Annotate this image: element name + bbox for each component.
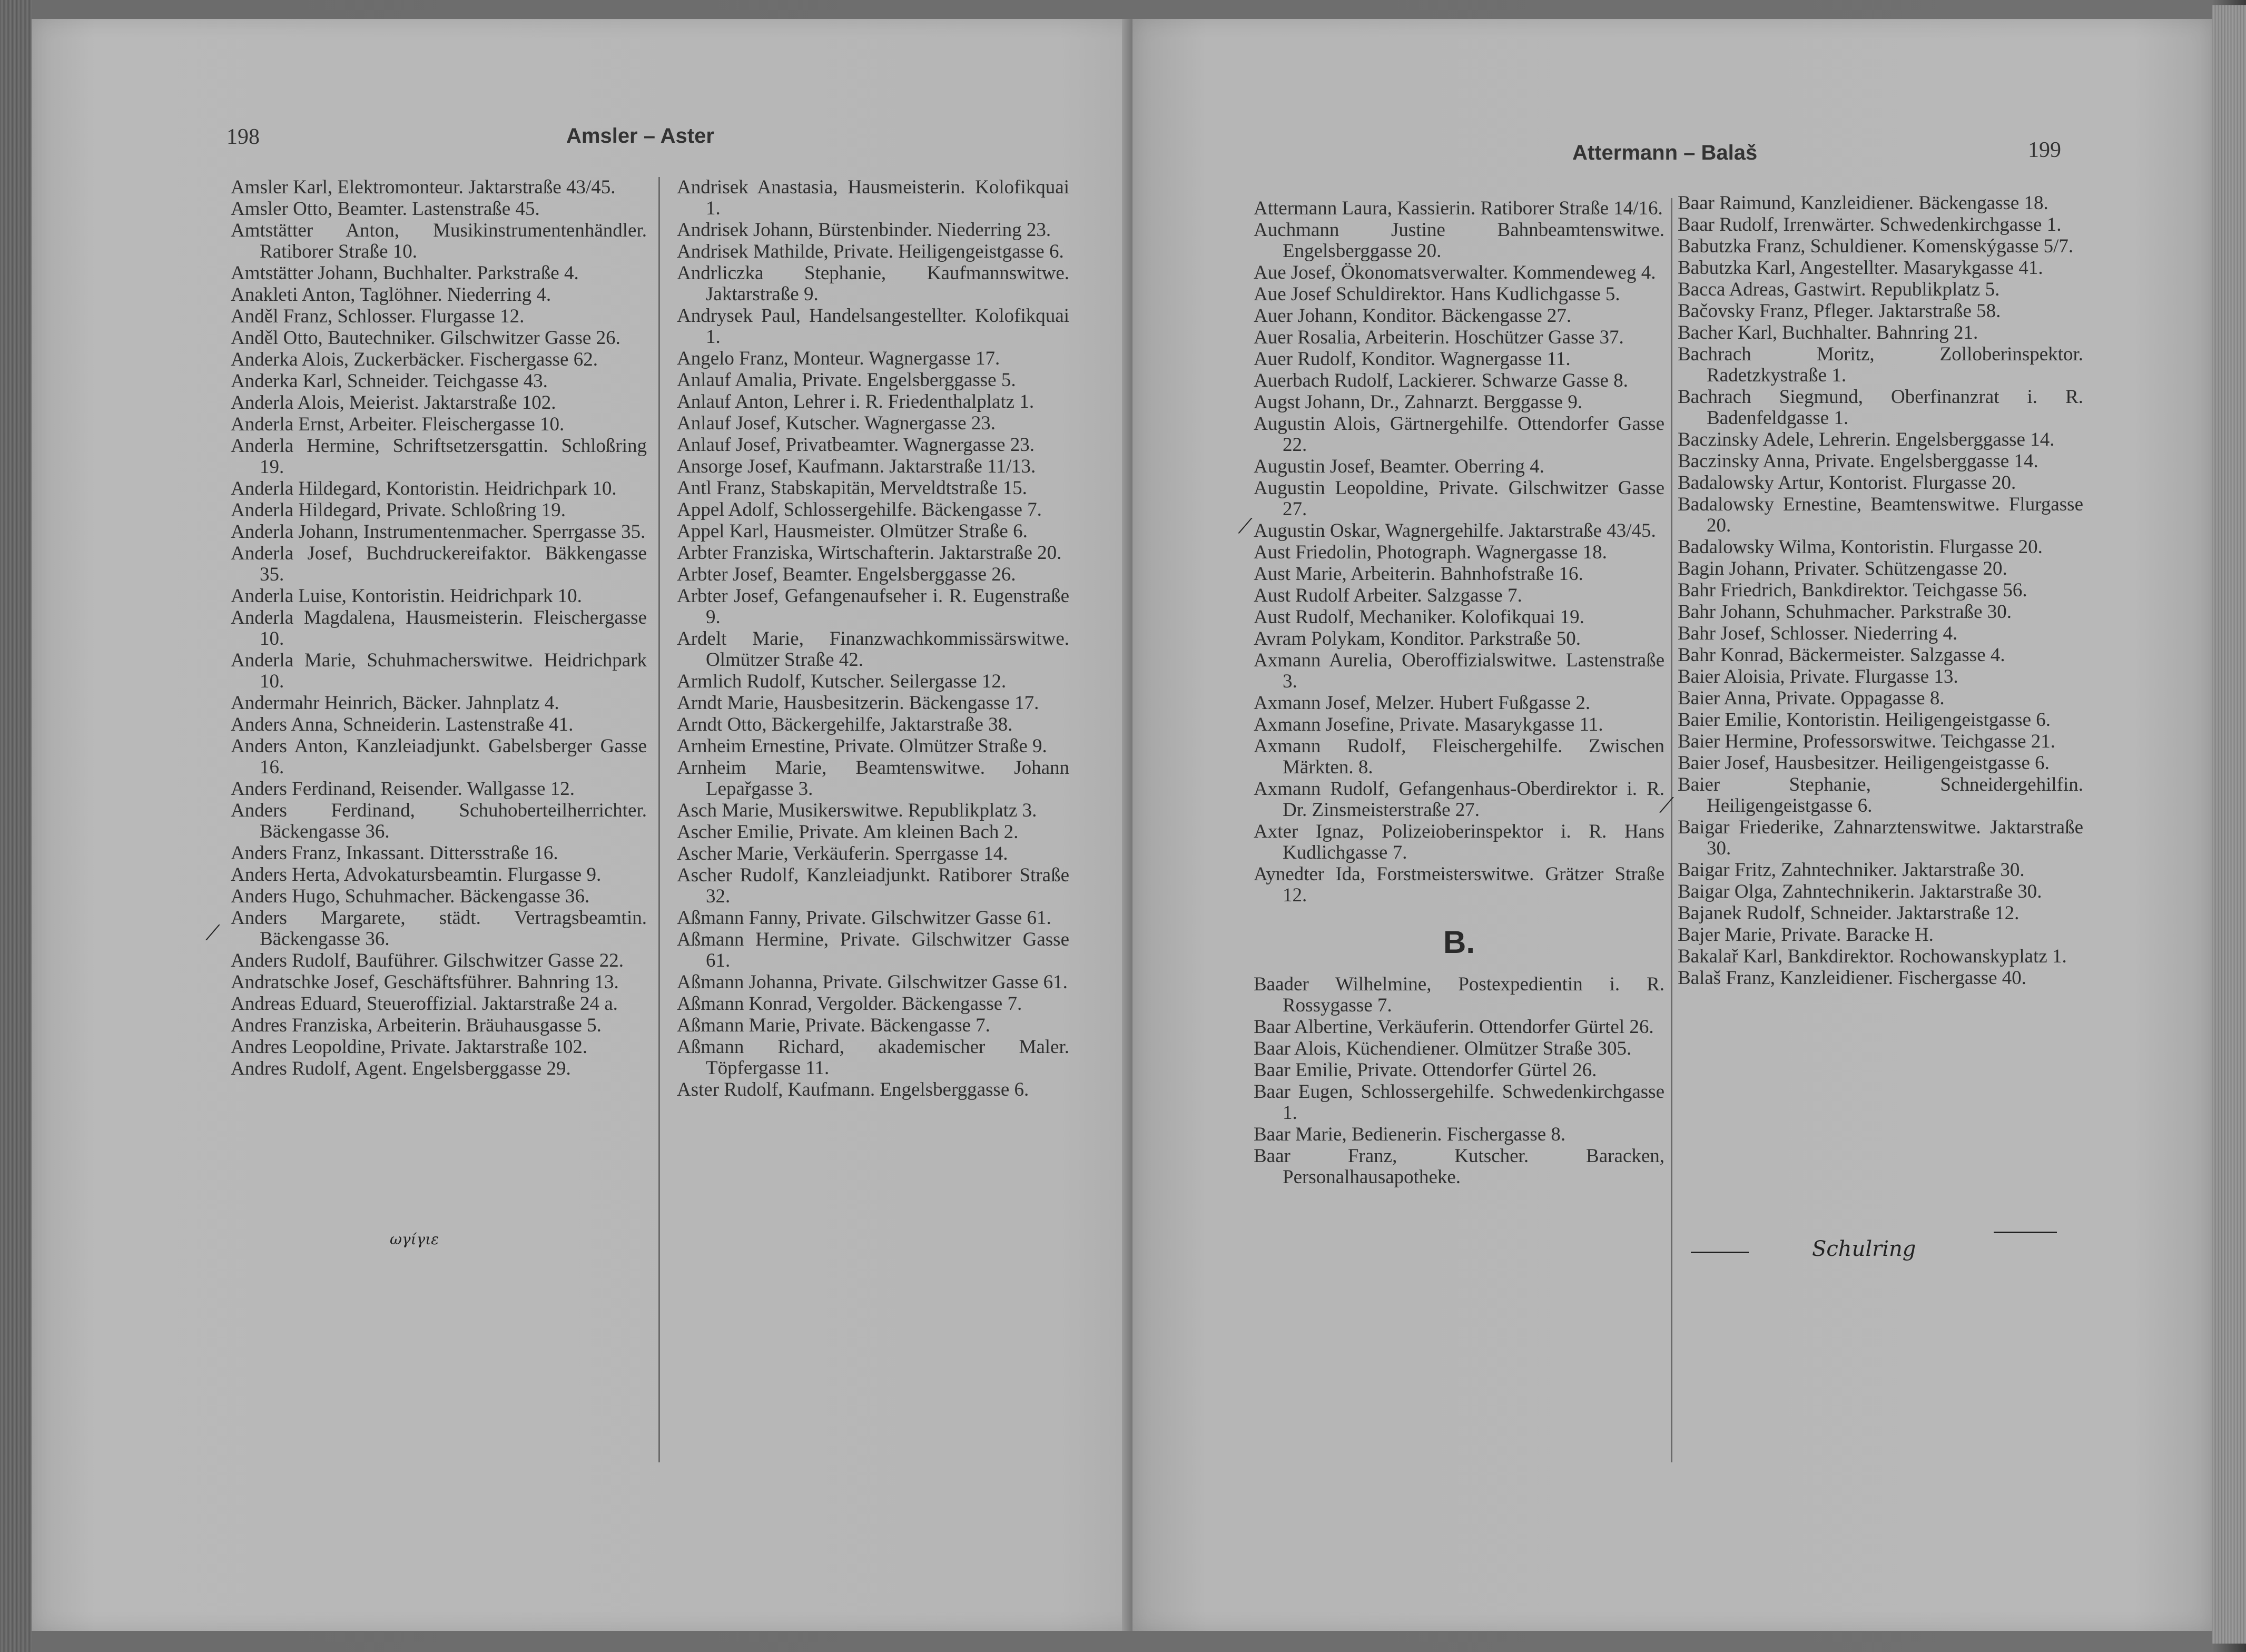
directory-entry: Baar Franz, Kutscher. Baracken, Personalhausapotheke. [1254, 1145, 1664, 1188]
directory-entry: Anderla Ernst, Arbeiter. Fleischergasse 10. [231, 414, 565, 435]
directory-entry: Anderla Alois, Meierist. Jaktarstraße 102. [231, 392, 556, 414]
directory-entry: Anderla Marie, Schuhmacherswitwe. Heidrichpark 10. [231, 650, 647, 692]
directory-entry: Bahr Johann, Schuhmacher. Parkstraße 30. [1678, 601, 2012, 623]
directory-entry: Amtstätter Anton, Musikinstrumentenhändler. Ratiborer Straße 10. [231, 220, 647, 262]
directory-entry: Arndt Marie, Hausbesitzerin. Bäckengasse 17. [677, 692, 1039, 714]
directory-entry: Axmann Aurelia, Oberoffizialswitwe. Lastenstraße 3. [1254, 650, 1664, 692]
directory-entry: Arbter Josef, Beamter. Engelsberggasse 26. [677, 564, 1016, 585]
directory-entry: Ascher Marie, Verkäuferin. Sperrgasse 14. [677, 843, 1008, 864]
directory-entry: Anderka Karl, Schneider. Teichgasse 43. [231, 370, 548, 392]
directory-entry: Auerbach Rudolf, Lackierer. Schwarze Gasse 8. [1254, 370, 1628, 391]
directory-entry: Anders Hugo, Schuhmacher. Bäckengasse 36. [231, 886, 590, 907]
right-column-2 [1678, 193, 2083, 989]
directory-entry: Andrliczka Stephanie, Kaufmannswitwe. Jaktarstraße 9. [677, 262, 1069, 305]
directory-entry: Aust Rudolf, Mechaniker. Kolofikquai 19. [1254, 606, 1584, 628]
directory-entry: Bacca Adreas, Gastwirt. Republikplatz 5. [1678, 279, 2000, 300]
directory-entry: Baier Stephanie, Schneidergehilfin. Heiligengeistgasse 6. [1678, 774, 2083, 817]
directory-entry: Baigar Olga, Zahntechnikerin. Jaktarstraße 30. [1678, 881, 2042, 902]
directory-entry: Appel Adolf, Schlossergehilfe. Bäckengasse 7. [677, 499, 1042, 520]
directory-entry: Andreas Eduard, Steueroffizial. Jaktarstraße 24 a. [231, 993, 618, 1015]
strikethrough-line [1691, 1252, 1749, 1253]
directory-entry: Baader Wilhelmine, Postexpedientin i. R. Rossygasse 7. [1254, 974, 1664, 1016]
pencil-check-mark: ⟋ [1238, 514, 1253, 538]
directory-entry: Arbter Franziska, Wirtschafterin. Jaktarstraße 20. [677, 542, 1062, 564]
directory-entry: Andres Rudolf, Agent. Engelsberggasse 29. [231, 1058, 571, 1079]
directory-entry: Badalowsky Wilma, Kontoristin. Flurgasse 20. [1678, 536, 2043, 558]
directory-entry: Auer Rosalia, Arbeiterin. Hoschützer Gasse 37. [1254, 327, 1624, 348]
strikethrough-line [1994, 1232, 2057, 1233]
directory-entry: Amsler Otto, Beamter. Lastenstraße 45. [231, 198, 540, 220]
directory-entry: Axmann Rudolf, Fleischergehilfe. Zwischen Märkten. 8. [1254, 735, 1664, 778]
directory-entry: Auchmann Justine Bahnbeamtenswitwe. Engelsberggasse 20. [1254, 219, 1664, 262]
directory-entry: Aßmann Hermine, Private. Gilschwitzer Gasse 61. [677, 929, 1069, 971]
directory-entry: Andrisek Johann, Bürstenbinder. Niederring 23. [677, 219, 1051, 241]
directory-entry: Baczinsky Anna, Private. Engelsberggasse 14. [1678, 450, 2038, 472]
right-page [1132, 19, 2212, 1631]
directory-entry: Bachrach Moritz, Zolloberinspektor. Radetzkystraße 1. [1678, 343, 2083, 386]
directory-entry: Ascher Emilie, Private. Am kleinen Bach 2. [677, 821, 1019, 843]
directory-entry: Anderla Hermine, Schriftsetzersgattin. Schloßring 19. [231, 435, 647, 478]
directory-entry: Auer Rudolf, Konditor. Wagnergasse 11. [1254, 348, 1571, 370]
directory-entry: Andres Leopoldine, Private. Jaktarstraße 102. [231, 1036, 588, 1058]
directory-entry: Auer Johann, Konditor. Bäckengasse 27. [1254, 305, 1572, 327]
directory-entry: Bacher Karl, Buchhalter. Bahnring 21. [1678, 322, 1978, 343]
directory-entry: Ascher Rudolf, Kanzleiadjunkt. Ratiborer Straße 32. [677, 864, 1069, 907]
directory-entry: Baar Raimund, Kanzleidiener. Bäckengasse 18. [1678, 192, 2048, 214]
right-running-head: Attermann – Balaš [1572, 141, 1758, 164]
directory-entry: Anders Anton, Kanzleiadjunkt. Gabelsberger Gasse 16. [231, 735, 647, 778]
directory-entry: Baigar Friederike, Zahnarztenswitwe. Jaktarstraße 30. [1678, 817, 2083, 859]
directory-entry: Balaš Franz, Kanzleidiener. Fischergasse 40. [1678, 967, 2027, 989]
directory-entry: Badalowsky Artur, Kontorist. Flurgasse 20. [1678, 472, 2016, 494]
directory-entry: Ardelt Marie, Finanzwachkommissärswitwe. Olmützer Straße 42. [677, 628, 1069, 671]
directory-entry: Baier Anna, Private. Oppagasse 8. [1678, 687, 1945, 709]
directory-entry: Bahr Konrad, Bäckermeister. Salzgasse 4. [1678, 644, 2005, 666]
left-page-number: 198 [226, 125, 260, 149]
left-column-rule [658, 177, 660, 1462]
directory-entry: Ansorge Josef, Kaufmann. Jaktarstraße 11/13. [677, 456, 1036, 477]
right-column-1 [1254, 198, 1664, 1188]
directory-entry: Anders Rudolf, Bauführer. Gilschwitzer Gasse 22. [231, 950, 624, 971]
directory-entry: Anlauf Amalia, Private. Engelsberggasse 5. [677, 369, 1016, 391]
right-column-1-a-entries [1254, 198, 1664, 906]
directory-entry: Bahr Josef, Schlosser. Niederring 4. [1678, 623, 1958, 644]
directory-entry: Bagin Johann, Privater. Schützengasse 20. [1678, 558, 2007, 579]
directory-entry: Aust Marie, Arbeiterin. Bahnhofstraße 16. [1254, 563, 1583, 585]
directory-entry: Augst Johann, Dr., Zahnarzt. Berggasse 9. [1254, 391, 1583, 413]
directory-entry: Axmann Josefine, Private. Masarykgasse 11. [1254, 714, 1603, 735]
left-column-2 [677, 177, 1069, 1101]
directory-entry: Babutzka Franz, Schuldiener. Komenskýgasse 5/7. [1678, 235, 2074, 257]
directory-entry: Anders Anna, Schneiderin. Lastenstraße 41. [231, 714, 574, 735]
directory-entry: Baar Alois, Küchendiener. Olmützer Straße 305. [1254, 1038, 1632, 1059]
directory-entry: Baier Aloisia, Private. Flurgasse 13. [1678, 666, 1958, 687]
directory-entry: Attermann Laura, Kassierin. Ratiborer Straße 14/16. [1254, 198, 1663, 219]
directory-entry: Andrisek Anastasia, Hausmeisterin. Kolofikquai 1. [677, 176, 1069, 219]
directory-entry: Angelo Franz, Monteur. Wagnergasse 17. [677, 348, 1000, 369]
directory-entry: Aynedter Ida, Forstmeisterswitwe. Grätzer Straße 12. [1254, 863, 1664, 906]
directory-entry: Badalowsky Ernestine, Beamtenswitwe. Flurgasse 20. [1678, 494, 2083, 536]
right-column-1-b-entries [1254, 974, 1664, 1188]
directory-entry: Avram Polykam, Konditor. Parkstraße 50. [1254, 628, 1581, 650]
directory-entry: Anders Ferdinand, Reisender. Wallgasse 12. [231, 778, 575, 800]
handwritten-note: ωγίγιε [390, 1231, 439, 1248]
directory-entry: Armlich Rudolf, Kutscher. Seilergasse 12. [677, 671, 1007, 692]
directory-entry: Aster Rudolf, Kaufmann. Engelsberggasse 6. [677, 1079, 1029, 1100]
directory-entry: Baar Emilie, Private. Ottendorfer Gürtel 26. [1254, 1059, 1597, 1081]
directory-entry: Arbter Josef, Gefangenaufseher i. R. Eugenstraße 9. [677, 585, 1069, 628]
directory-entry: Baar Marie, Bedienerin. Fischergasse 8. [1254, 1124, 1566, 1145]
directory-entry: Baar Eugen, Schlossergehilfe. Schwedenkirchgasse 1. [1254, 1081, 1664, 1124]
directory-entry: Anders Ferdinand, Schuhoberteilherrichter. Bäckengasse 36. [231, 800, 647, 842]
directory-entry: Andrysek Paul, Handelsangestellter. Kolofikquai 1. [677, 305, 1069, 348]
directory-entry: Axter Ignaz, Polizeioberinspektor i. R. Hans Kudlichgasse 7. [1254, 821, 1664, 863]
directory-entry: Aßmann Marie, Private. Bäckengasse 7. [677, 1015, 990, 1036]
directory-entry: Asch Marie, Musikerswitwe. Republikplatz 3. [677, 800, 1037, 821]
left-page [32, 19, 1159, 1631]
book-edge-left [0, 0, 32, 1652]
directory-entry: Amsler Karl, Elektromonteur. Jaktarstraße 43/45. [231, 176, 616, 198]
directory-entry: Bakalař Karl, Bankdirektor. Rochowanskyplatz 1. [1678, 946, 2067, 967]
directory-entry: Andrisek Mathilde, Private. Heiligengeistgasse 6. [677, 241, 1064, 262]
directory-entry: Aue Josef Schuldirektor. Hans Kudlichgasse 5. [1254, 283, 1620, 305]
right-column-rule [1671, 198, 1672, 1462]
directory-entry: Aßmann Johanna, Private. Gilschwitzer Gasse 61. [677, 971, 1068, 993]
directory-entry: Bahr Friedrich, Bankdirektor. Teichgasse 56. [1678, 579, 2027, 601]
directory-entry: Anlauf Josef, Privatbeamter. Wagnergasse 23. [677, 434, 1035, 456]
directory-entry: Anderla Magdalena, Hausmeisterin. Fleischergasse 10. [231, 607, 647, 650]
pencil-check-mark: ⟋ [205, 921, 220, 945]
directory-entry: Anderla Hildegard, Private. Schloßring 19. [231, 499, 566, 521]
directory-entry: Anders Herta, Advokatursbeamtin. Flurgasse 9. [231, 864, 602, 886]
directory-entry: Appel Karl, Hausmeister. Olmützer Straße 6. [677, 520, 1028, 542]
directory-entry: Anderla Johann, Instrumentenmacher. Sperrgasse 35. [231, 521, 646, 543]
directory-entry: Anakleti Anton, Taglöhner. Niederring 4. [231, 284, 551, 306]
directory-entry: Andres Franziska, Arbeiterin. Bräuhausgasse 5. [231, 1015, 602, 1036]
right-page-number: 199 [2028, 138, 2061, 162]
directory-entry: Baar Albertine, Verkäuferin. Ottendorfer Gürtel 26. [1254, 1016, 1654, 1038]
directory-entry: Bajer Marie, Private. Baracke H. [1678, 924, 1934, 946]
directory-entry: Anděl Otto, Bautechniker. Gilschwitzer Gasse 26. [231, 327, 620, 349]
directory-entry: Aue Josef, Ökonomatsverwalter. Kommendeweg 4. [1254, 262, 1656, 283]
directory-entry: Arnheim Ernestine, Private. Olmützer Straße 9. [677, 735, 1047, 757]
directory-entry: Anděl Franz, Schlosser. Flurgasse 12. [231, 306, 525, 327]
directory-entry: Aust Friedolin, Photograph. Wagnergasse 18. [1254, 542, 1607, 563]
directory-entry: Amtstätter Johann, Buchhalter. Parkstraße 4. [231, 262, 579, 284]
directory-entry: Arndt Otto, Bäckergehilfe, Jaktarstraße 38. [677, 714, 1013, 735]
directory-entry: Augustin Oskar, Wagnergehilfe. Jaktarstraße 43/45. [1254, 520, 1656, 542]
directory-entry: Augustin Alois, Gärtnergehilfe. Ottendorfer Gasse 22. [1254, 413, 1664, 456]
directory-entry: Bajanek Rudolf, Schneider. Jaktarstraße 12. [1678, 902, 2020, 924]
section-letter-b: B. [1443, 925, 1475, 960]
directory-entry: Aust Rudolf Arbeiter. Salzgasse 7. [1254, 585, 1522, 606]
directory-entry: Anders Franz, Inkassant. Dittersstraße 16. [231, 842, 558, 864]
directory-entry: Anderla Josef, Buchdruckereifaktor. Bäkkengasse 35. [231, 543, 647, 585]
directory-entry: Baier Emilie, Kontoristin. Heiligengeistgasse 6. [1678, 709, 2051, 731]
directory-entry: Aßmann Richard, akademischer Maler. Töpfergasse 11. [677, 1036, 1069, 1079]
left-column-1 [231, 177, 647, 1080]
directory-entry: Aßmann Konrad, Vergolder. Bäckengasse 7. [677, 993, 1022, 1015]
directory-entry: Anlauf Anton, Lehrer i. R. Friedenthalplatz 1. [677, 391, 1035, 412]
directory-entry: Augustin Josef, Beamter. Oberring 4. [1254, 456, 1544, 477]
directory-entry: Baier Josef, Hausbesitzer. Heiligengeistgasse 6. [1678, 752, 2050, 774]
directory-entry: Bačovsky Franz, Pfleger. Jaktarstraße 58. [1678, 300, 2001, 322]
directory-entry: Andratschke Josef, Geschäftsführer. Bahnring 13. [231, 971, 619, 993]
directory-entry: Anderla Luise, Kontoristin. Heidrichpark 10. [231, 585, 582, 607]
directory-entry: Anderla Hildegard, Kontoristin. Heidrichpark 10. [231, 478, 617, 499]
directory-entry: Anderka Alois, Zuckerbäcker. Fischergasse 62. [231, 349, 598, 370]
handwritten-correction: Schulring [1812, 1237, 1916, 1261]
directory-entry: Baar Rudolf, Irrenwärter. Schwedenkirchgasse 1. [1678, 214, 2062, 235]
pencil-check-mark: ⟋ [1659, 793, 1674, 818]
directory-entry: Bachrach Siegmund, Oberfinanzrat i. R. Badenfeldgasse 1. [1678, 386, 2083, 429]
directory-entry: Anders Margarete, städt. Vertragsbeamtin. Bäckengasse 36. [231, 907, 647, 950]
directory-entry: Baigar Fritz, Zahntechniker. Jaktarstraße 30. [1678, 859, 2025, 881]
directory-entry: Andermahr Heinrich, Bäcker. Jahnplatz 4. [231, 692, 559, 714]
directory-entry: Axmann Josef, Melzer. Hubert Fußgasse 2. [1254, 692, 1591, 714]
directory-entry: Aßmann Fanny, Private. Gilschwitzer Gasse 61. [677, 907, 1051, 929]
directory-entry: Arnheim Marie, Beamtenswitwe. Johann Lepařgasse 3. [677, 757, 1069, 800]
book-edge-right [2212, 5, 2246, 1644]
directory-entry: Augustin Leopoldine, Private. Gilschwitzer Gasse 27. [1254, 477, 1664, 520]
directory-entry: Baier Hermine, Professorswitwe. Teichgasse 21. [1678, 731, 2056, 752]
left-running-head: Amsler – Aster [566, 124, 714, 148]
directory-entry: Axmann Rudolf, Gefangenhaus-Oberdirektor i. R. Dr. Zinsmeisterstraße 27. [1254, 778, 1664, 821]
directory-entry: Babutzka Karl, Angestellter. Masarykgasse 41. [1678, 257, 2043, 279]
directory-entry: Antl Franz, Stabskapitän, Merveldtstraße 15. [677, 477, 1027, 499]
directory-entry: Baczinsky Adele, Lehrerin. Engelsberggasse 14. [1678, 429, 2055, 450]
directory-entry: Anlauf Josef, Kutscher. Wagnergasse 23. [677, 412, 996, 434]
